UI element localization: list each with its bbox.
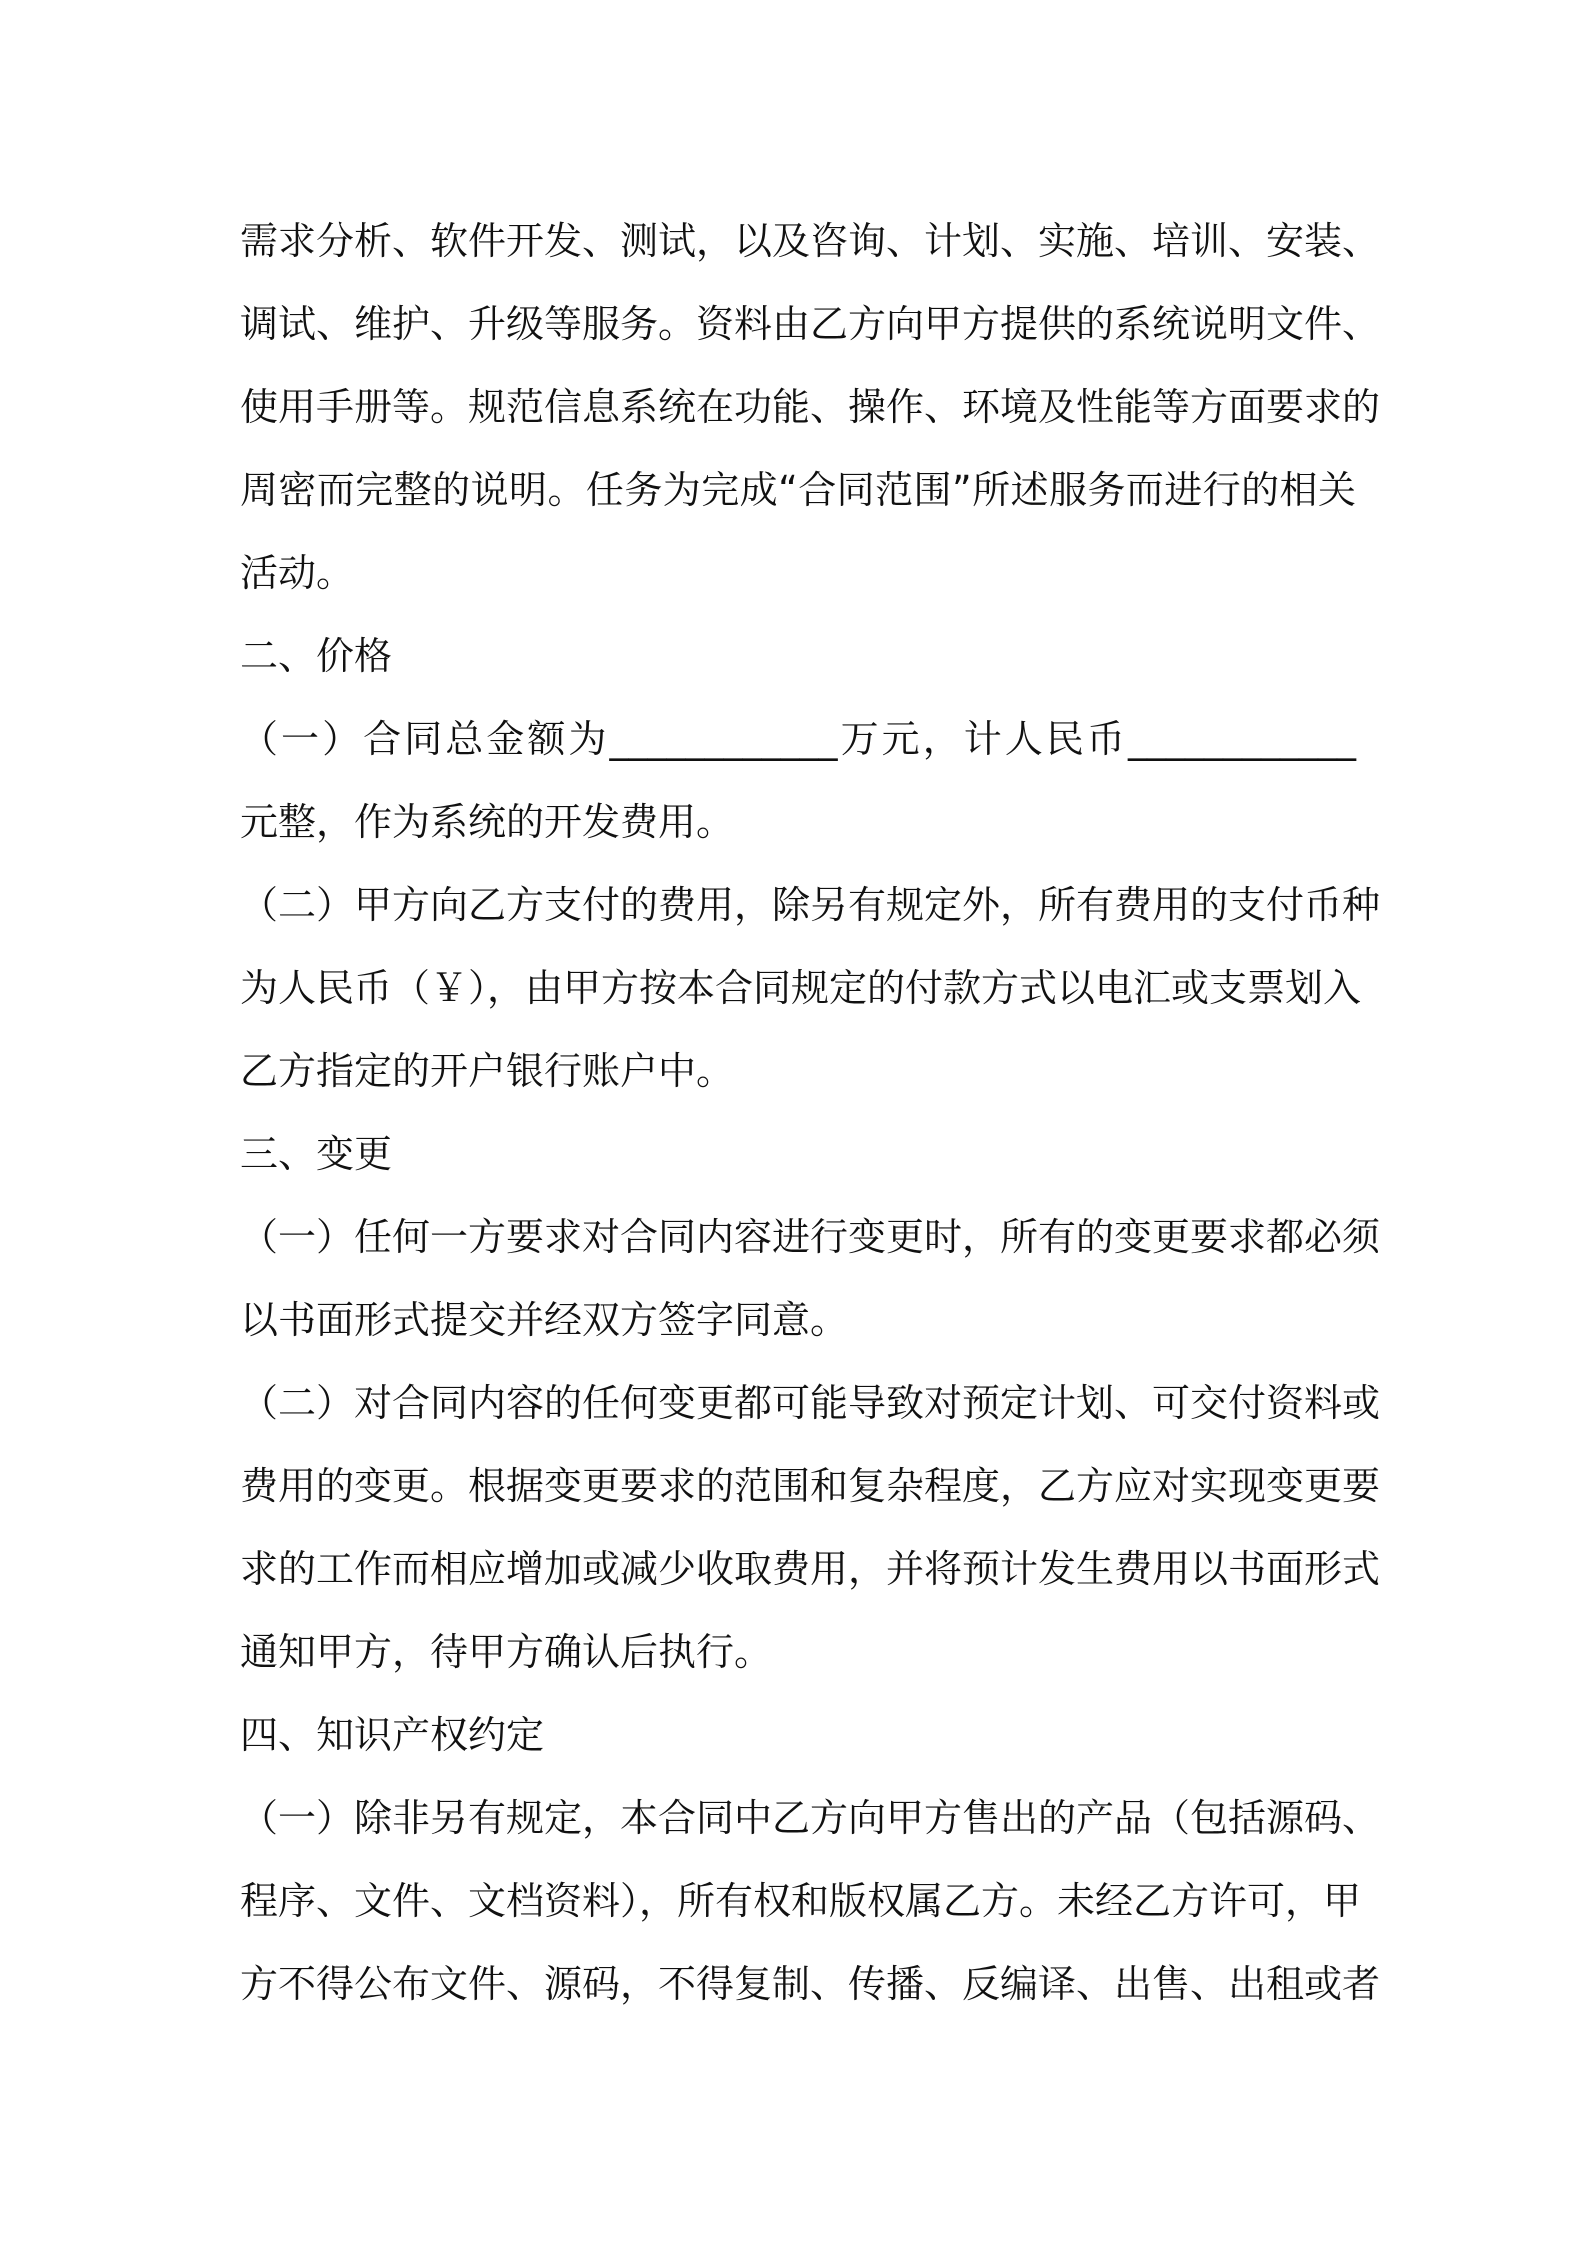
paragraph-line: 乙方指定的开户银行账户中。	[240, 1049, 735, 1093]
paragraph-line: （一）除非另有规定，本合同中乙方向甲方售出的产品（包括源码、	[240, 1796, 1381, 1840]
paragraph-line: 调试、维护、升级等服务。资料由乙方向甲方提供的系统说明文件、	[240, 302, 1381, 346]
paragraph-line: 费用的变更。根据变更要求的范围和复杂程度，乙方应对实现变更要	[240, 1464, 1381, 1508]
section-heading-price: 二、价格	[240, 634, 393, 678]
paragraph-line: （二）对合同内容的任何变更都可能导致对预定计划、可交付资料或	[240, 1381, 1381, 1425]
paragraph-line: 求的工作而相应增加或减少收取费用，并将预计发生费用以书面形式	[240, 1547, 1381, 1591]
paragraph-line: 程序、文件、文档资料），所有权和版权属乙方。未经乙方许可，甲	[240, 1879, 1362, 1923]
paragraph-line: （二）甲方向乙方支付的费用，除另有规定外，所有费用的支付币种	[240, 883, 1381, 927]
section-heading-ip: 四、知识产权约定	[240, 1713, 545, 1757]
paragraph-line: 方不得公布文件、源码，不得复制、传播、反编译、出售、出租或者	[240, 1962, 1381, 2006]
document-body	[240, 200, 1381, 2026]
paragraph-line: 元整，作为系统的开发费用。	[240, 800, 735, 844]
paragraph-line: 周密而完整的说明。任务为完成“合同范围”所述服务而进行的相关	[240, 468, 1356, 512]
paragraph-line: 活动。	[240, 551, 355, 595]
paragraph-line: 需求分析、软件开发、测试，以及咨询、计划、实施、培训、安装、	[240, 219, 1381, 263]
paragraph-line: 以书面形式提交并经双方签字同意。	[240, 1298, 849, 1342]
section-heading-change: 三、变更	[240, 1132, 393, 1176]
paragraph-line: （一）任何一方要求对合同内容进行变更时，所有的变更要求都必须	[240, 1215, 1381, 1259]
paragraph-line: 使用手册等。规范信息系统在功能、操作、环境及性能等方面要求的	[240, 385, 1381, 429]
paragraph-line: 为人民币（￥），由甲方按本合同规定的付款方式以电汇或支票划入	[240, 966, 1362, 1010]
paragraph-line: 通知甲方，待甲方确认后执行。	[240, 1630, 773, 1674]
paragraph-line: （一）合同总金额为____________万元，计人民币____________	[240, 717, 1356, 761]
